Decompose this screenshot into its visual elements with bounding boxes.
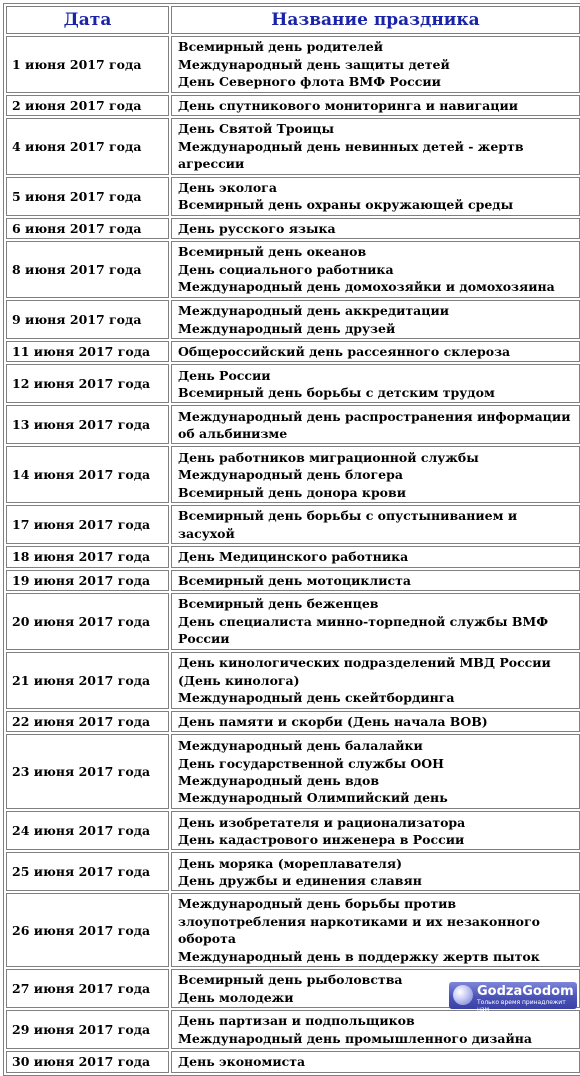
holiday-names (171, 36, 580, 93)
holiday-name: День экономиста (178, 1054, 306, 1070)
table-row (6, 593, 580, 650)
holiday-name: Всемирный день охраны окружающей среды (178, 197, 514, 213)
holiday-name: День молодежи (178, 989, 294, 1005)
holiday-name: Общероссийский день рассеянного склероза (178, 344, 511, 360)
table-row (6, 95, 580, 116)
holiday-names (171, 893, 580, 967)
holiday-name: Международный день балалайки (178, 738, 423, 754)
table-row (6, 241, 580, 298)
holiday-name: День дружбы и единения славян (178, 872, 422, 888)
holiday-name: День партизан и подпольщиков (178, 1013, 415, 1029)
holiday-date: 12 июня 2017 года (6, 364, 169, 403)
holiday-name: Всемирный день океанов (178, 244, 367, 260)
holiday-date: 17 июня 2017 года (6, 505, 169, 544)
holiday-names (171, 446, 580, 503)
holiday-name: День спутникового мониторинга и навигации (178, 98, 519, 113)
holiday-date: 20 июня 2017 года (6, 593, 169, 650)
table-row (6, 364, 580, 403)
holiday-name: Международный день распространения информации об альбинизме (178, 408, 571, 441)
holiday-name: День Медицинского работника (178, 549, 409, 565)
holiday-name: Международный день вдов (178, 772, 380, 788)
table-row (6, 1010, 580, 1049)
holiday-name: День русского языка (178, 220, 336, 236)
holiday-name: День специалиста минно-торпедной службы ВМФ России (178, 613, 549, 647)
table-body (6, 36, 580, 1073)
header-holiday-name: Название праздника (171, 6, 580, 34)
holiday-name: Международный день домохозяйки и домохозяина (178, 279, 555, 295)
holiday-names (171, 241, 580, 298)
holiday-names (171, 364, 580, 403)
table-row (6, 811, 580, 850)
holiday-date: 27 июня 2017 года (6, 969, 169, 1008)
holiday-name: День кадастрового инженера в России (178, 831, 465, 847)
holiday-names (171, 505, 580, 544)
holiday-name: Международный день в поддержку жертв пыток (178, 948, 540, 964)
holiday-name: Международный день скейтбординга (178, 690, 455, 706)
table-row (6, 300, 580, 339)
holiday-name: День изобретателя и рационализатора (178, 814, 466, 830)
holiday-name: Международный день защиты детей (178, 56, 450, 72)
holiday-name: Всемирный день рыболовства (178, 972, 403, 988)
holiday-date: 26 июня 2017 года (6, 893, 169, 967)
table-row (6, 405, 580, 444)
table-row (6, 711, 580, 732)
holiday-date: 13 июня 2017 года (6, 405, 169, 444)
header-date: Дата (6, 6, 169, 34)
holiday-date: 30 июня 2017 года (6, 1051, 169, 1072)
holiday-names (171, 118, 580, 174)
holiday-name: День Северного флота ВМФ России (178, 74, 441, 90)
holiday-date: 24 июня 2017 года (6, 811, 169, 850)
table-row (6, 652, 580, 709)
holiday-name: День России (178, 367, 271, 383)
table-row (6, 546, 580, 567)
holiday-date: 25 июня 2017 года (6, 852, 169, 891)
holiday-name: Всемирный день мотоциклиста (178, 572, 411, 588)
holiday-names (171, 570, 580, 591)
holiday-names (171, 652, 580, 709)
logo-brand: GodzaGodom (477, 984, 574, 999)
holiday-name: День Святой Троицы (178, 121, 335, 137)
holiday-name: Международный день невинных детей - жертв агрессии (178, 138, 524, 172)
godzagodom-logo (449, 982, 577, 1013)
holiday-name: Международный день друзей (178, 320, 396, 336)
table-row (6, 505, 580, 544)
logo-tagline: Только время принадлежит нам (477, 999, 566, 1013)
holiday-name: День работников миграционной службы (178, 449, 479, 465)
table-row (6, 177, 580, 216)
holiday-date: 4 июня 2017 года (6, 118, 169, 174)
table-row (6, 893, 580, 967)
table-row (6, 852, 580, 891)
table-row (6, 118, 580, 174)
holiday-names (171, 300, 580, 339)
holiday-name: Международный день аккредитации (178, 303, 450, 319)
table-row (6, 1051, 580, 1072)
holiday-names (171, 177, 580, 216)
holiday-name: День моряка (мореплавателя) (178, 855, 403, 871)
holiday-name: День эколога (178, 179, 277, 195)
holiday-date: 2 июня 2017 года (6, 95, 169, 116)
holiday-date: 5 июня 2017 года (6, 177, 169, 216)
table-row (6, 341, 580, 362)
holiday-names (171, 341, 580, 362)
holiday-date: 11 июня 2017 года (6, 341, 169, 362)
holiday-table (3, 3, 580, 1076)
table-row (6, 218, 580, 239)
holiday-names (171, 1010, 580, 1049)
holiday-names (171, 405, 580, 444)
holiday-name: Международный день промышленного дизайна (178, 1030, 532, 1046)
holiday-table-container (3, 3, 580, 1076)
holiday-names (171, 811, 580, 850)
holiday-names (171, 218, 580, 239)
holiday-name: Всемирный день беженцев (178, 596, 379, 612)
holiday-name: Всемирный день борьбы с детским трудом (178, 384, 495, 400)
holiday-name: Всемирный день родителей (178, 39, 383, 55)
holiday-date: 18 июня 2017 года (6, 546, 169, 567)
holiday-names (171, 734, 580, 809)
holiday-name: День кинологических подразделений МВД России (День кинолога) (178, 655, 551, 688)
table-row (6, 734, 580, 809)
holiday-name: День социального работника (178, 261, 394, 277)
holiday-date: 8 июня 2017 года (6, 241, 169, 298)
holiday-name: Международный день блогера (178, 467, 403, 483)
table-row (6, 570, 580, 591)
holiday-date: 29 июня 2017 года (6, 1010, 169, 1049)
table-row (6, 446, 580, 503)
holiday-date: 19 июня 2017 года (6, 570, 169, 591)
table-row (6, 36, 580, 93)
holiday-date: 9 июня 2017 года (6, 300, 169, 339)
holiday-date: 6 июня 2017 года (6, 218, 169, 239)
holiday-date: 1 июня 2017 года (6, 36, 169, 93)
holiday-name: Международный день борьбы против злоупотребления наркотиками и их незаконного оборота (178, 896, 541, 947)
holiday-name: Всемирный день донора крови (178, 484, 406, 500)
table-header-row (6, 6, 580, 34)
holiday-date: 23 июня 2017 года (6, 734, 169, 809)
holiday-name: Всемирный день борьбы с опустыниванием и засухой (178, 508, 518, 541)
holiday-names (171, 852, 580, 891)
holiday-date: 21 июня 2017 года (6, 652, 169, 709)
holiday-names (171, 95, 580, 116)
holiday-name: День памяти и скорби (День начала ВОВ) (178, 714, 488, 730)
holiday-name: Международный Олимпийский день (178, 790, 448, 806)
holiday-name: День государственной службы ООН (178, 755, 444, 771)
holiday-names (171, 593, 580, 650)
holiday-names (171, 546, 580, 567)
holiday-names (171, 1051, 580, 1072)
holiday-date: 22 июня 2017 года (6, 711, 169, 732)
holiday-names (171, 711, 580, 732)
globe-icon (453, 985, 473, 1005)
holiday-date: 14 июня 2017 года (6, 446, 169, 503)
